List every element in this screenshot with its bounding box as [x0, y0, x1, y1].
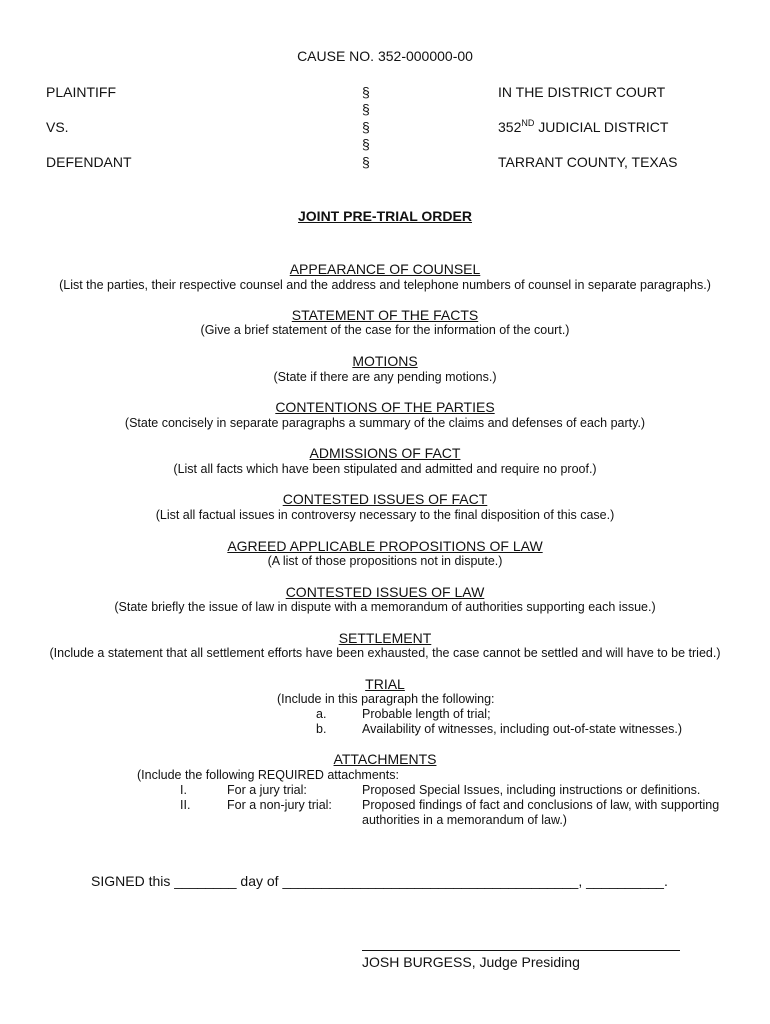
attachments-intro: (Include the following REQUIRED attachments: [137, 768, 399, 782]
attachment-marker: II. [180, 798, 191, 812]
heading-text: CONTESTED ISSUES OF LAW [285, 584, 485, 600]
judicial-district [498, 119, 668, 135]
district-suffix: ND [521, 118, 535, 128]
heading-text: MOTIONS [352, 353, 418, 369]
title-text: JOINT PRE-TRIAL ORDER [298, 208, 472, 224]
trial-item-text: Availability of witnesses, including out-of-state witnesses.) [362, 722, 683, 736]
section-mark: § [362, 154, 370, 170]
attachment-label: For a non-jury trial: [227, 798, 332, 812]
attachment-text: Proposed Special Issues, including instructions or definitions. [362, 783, 701, 797]
district-number: 352 [498, 119, 522, 135]
attachment-label: For a jury trial: [227, 783, 307, 797]
section-mark: § [362, 136, 370, 152]
heading-text: SETTLEMENT [338, 630, 432, 646]
section-instruction: (Include a statement that all settlement efforts have been exhausted, the case cannot be settled and will have to be tried.) [49, 646, 721, 660]
section-instruction: (Give a brief statement of the case for the information of the court.) [200, 323, 570, 337]
section-heading [0, 307, 770, 323]
section-heading [0, 445, 770, 461]
attachment-text: Proposed findings of fact and conclusions of law, with supporting [362, 798, 720, 812]
county-name: TARRANT COUNTY, TEXAS [498, 154, 678, 170]
section-instruction: (State concisely in separate paragraphs a summary of the claims and defenses of each party.) [124, 416, 646, 430]
trial-item-marker: a. [316, 707, 327, 721]
trial-item-marker: b. [316, 722, 327, 736]
court-name: IN THE DISTRICT COURT [498, 84, 666, 100]
section-heading [0, 261, 770, 277]
section-heading [0, 491, 770, 507]
section-heading [0, 630, 770, 646]
section-heading [0, 353, 770, 369]
heading-text: CONTENTIONS OF THE PARTIES [275, 399, 495, 415]
section-heading [0, 399, 770, 415]
section-heading [0, 584, 770, 600]
trial-intro: (Include in this paragraph the following: [277, 692, 495, 706]
defendant-label: DEFENDANT [46, 154, 132, 170]
section-mark: § [362, 119, 370, 135]
vs-label: VS. [46, 119, 69, 135]
heading-text: TRIAL [365, 676, 405, 692]
section-instruction: (List all factual issues in controversy necessary to the final disposition of this case.) [155, 508, 615, 522]
section-instruction: (List all facts which have been stipulated and admitted and require no proof.) [173, 462, 597, 476]
section-instruction: (List the parties, their respective counsel and the address and telephone numbers of counsel in separate paragraphs.) [59, 278, 711, 292]
section-mark: § [362, 101, 370, 117]
document-title [0, 208, 770, 224]
heading-text: ADMISSIONS OF FACT [309, 445, 461, 461]
plaintiff-label: PLAINTIFF [46, 84, 117, 100]
section-mark: § [362, 84, 370, 100]
district-text: JUDICIAL DISTRICT [534, 119, 669, 135]
attachment-text-continued: authorities in a memorandum of law.) [362, 813, 567, 827]
section-instruction: (A list of those propositions not in dispute.) [267, 554, 503, 568]
heading-text: ATTACHMENTS [333, 751, 437, 767]
cause-number: CAUSE NO. 352-000000-00 [297, 48, 473, 64]
section-heading [0, 538, 770, 554]
attachment-marker: I. [180, 783, 187, 797]
attachments-heading [0, 751, 770, 767]
heading-text: STATEMENT OF THE FACTS [291, 307, 479, 323]
heading-text: APPEARANCE OF COUNSEL [289, 261, 481, 277]
signature-line [362, 950, 680, 951]
heading-text: CONTESTED ISSUES OF FACT [282, 491, 488, 507]
judge-name: JOSH BURGESS, Judge Presiding [362, 954, 580, 970]
trial-item-text: Probable length of trial; [362, 707, 491, 721]
section-instruction: (State if there are any pending motions.) [273, 370, 497, 384]
section-instruction: (State briefly the issue of law in dispute with a memorandum of authorities supporting each issue.) [114, 600, 656, 614]
trial-heading [0, 676, 770, 692]
heading-text: AGREED APPLICABLE PROPOSITIONS OF LAW [227, 538, 543, 554]
signed-line: SIGNED this ________ day of ______________________________________, __________. [91, 873, 668, 889]
